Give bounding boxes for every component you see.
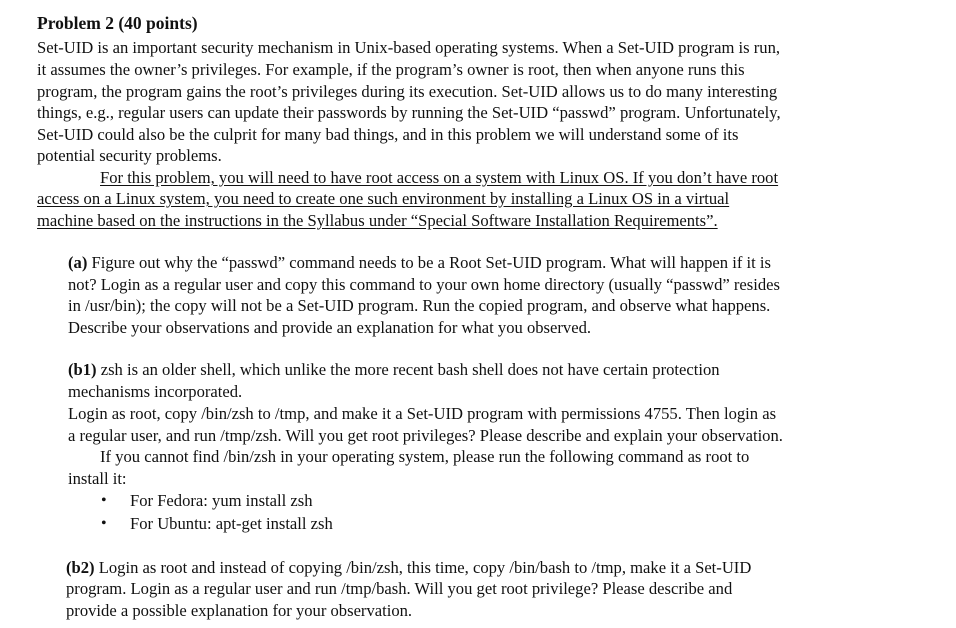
- part-a-line: in /usr/bin); the copy will not be a Set-UID program. Run the copied program, and observe what happens.: [68, 296, 771, 315]
- intro-line: potential security problems.: [37, 146, 222, 165]
- bullet-icon: •: [101, 515, 107, 532]
- part-b1-line: Login as root, copy /bin/zsh to /tmp, and make it a Set-UID program with permissions 4755. Then login as: [68, 404, 777, 423]
- intro-line: program, the program gains the root’s privileges during its execution. Set-UID allows us to do many interesting: [37, 82, 778, 101]
- part-a-line: not? Login as a regular user and copy this command to your own home directory (usually “passwd” resides: [68, 275, 780, 294]
- part-b2-label: (b2): [66, 558, 95, 577]
- intro-line: Set-UID is an important security mechanism in Unix-based operating systems. When a Set-UID program is run,: [37, 38, 781, 57]
- part-b1-text: zsh is an older shell, which unlike the more recent bash shell does not have certain protection: [96, 360, 720, 379]
- intro-line: Set-UID could also be the culprit for many bad things, and in this problem we will understand some of its: [37, 125, 739, 144]
- part-b1-line: mechanisms incorporated.: [68, 382, 243, 401]
- part-b2-first-line: [66, 557, 751, 578]
- part-b2-line: provide a possible explanation for your observation.: [66, 601, 413, 620]
- part-b2-text: Login as root and instead of copying /bin/zsh, this time, copy /bin/bash to /tmp, make it a Set-UID: [94, 558, 752, 577]
- part-b2-line: program. Login as a regular user and run /tmp/bash. Will you get root privilege? Please describe and: [66, 579, 733, 598]
- part-a-text: Figure out why the “passwd” command needs to be a Root Set-UID program. What will happen if it is: [87, 253, 771, 272]
- bullet-item-ubuntu: For Ubuntu: apt-get install zsh: [130, 514, 333, 533]
- bullet-item-fedora: For Fedora: yum install zsh: [130, 491, 313, 510]
- bullet-icon: •: [101, 492, 107, 509]
- part-b1-first-line: [68, 359, 720, 380]
- intro-line: it assumes the owner’s privileges. For example, if the program’s owner is root, then when anyone runs this: [37, 60, 745, 79]
- note-line: machine based on the instructions in the Syllabus under “Special Software Installation Requirements”.: [37, 211, 718, 230]
- part-a-first-line: [68, 252, 771, 273]
- part-b1-line: If you cannot find /bin/zsh in your operating system, please run the following command as root to: [100, 447, 750, 466]
- part-a-line: Describe your observations and provide an explanation for what you observed.: [68, 318, 592, 337]
- part-b1-line: install it:: [68, 469, 127, 488]
- note-line: access on a Linux system, you need to create one such environment by installing a Linux OS in a virtual: [37, 189, 730, 208]
- note-line: For this problem, you will need to have root access on a system with Linux OS. If you don’t have root: [100, 168, 779, 187]
- problem-title: Problem 2 (40 points): [37, 13, 198, 33]
- intro-line: things, e.g., regular users can update their passwords by running the Set-UID “passwd” program. Unfortunately,: [37, 103, 781, 122]
- part-b1-line: a regular user, and run /tmp/zsh. Will you get root privileges? Please describe and explain your observation.: [68, 426, 783, 445]
- part-b1-label: (b1): [68, 360, 97, 379]
- part-a-label: (a): [68, 253, 88, 272]
